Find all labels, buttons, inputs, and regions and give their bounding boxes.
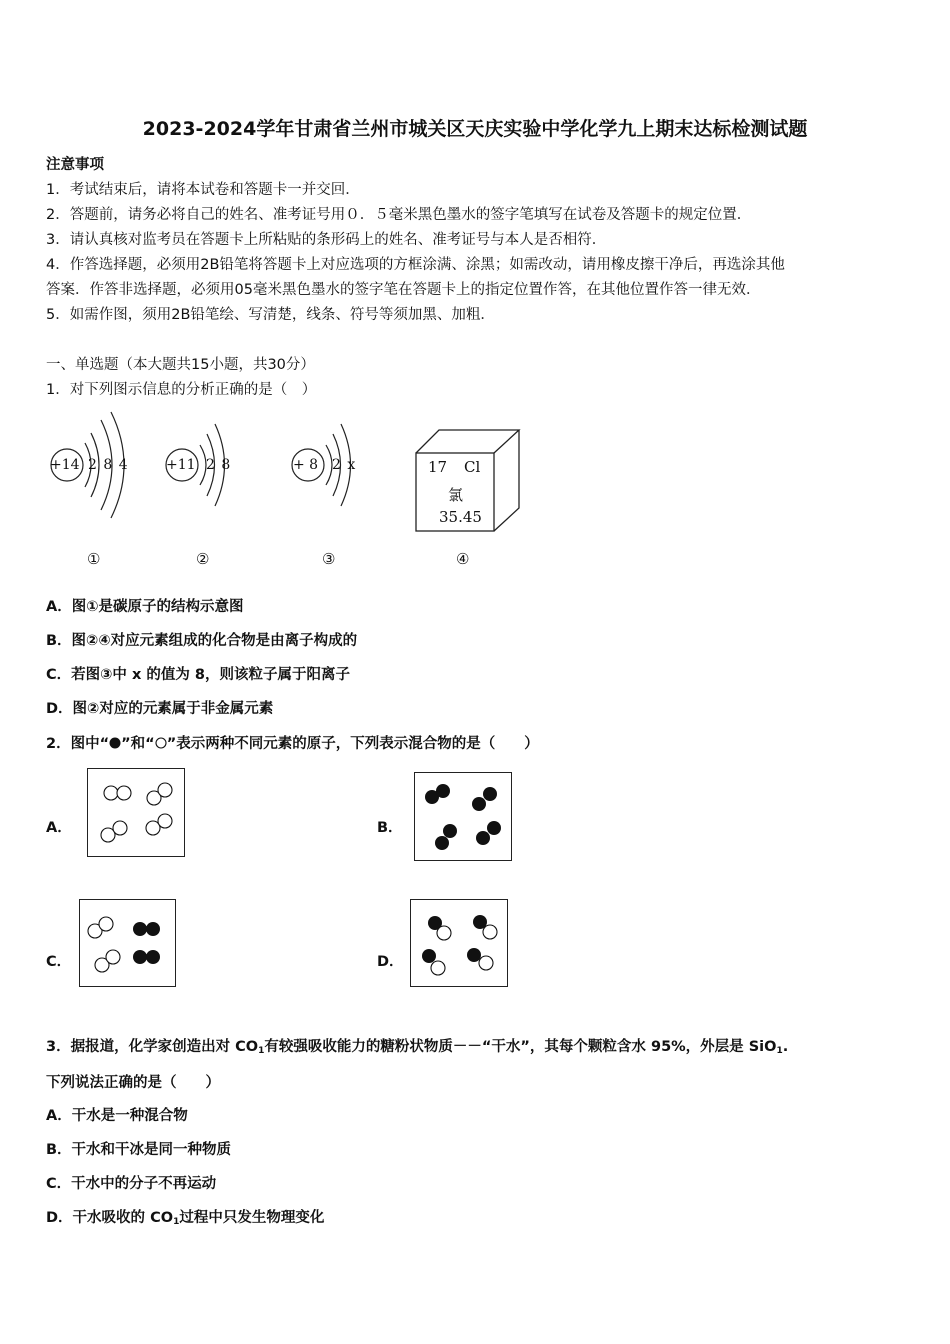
molecules-b [415,773,513,862]
question-1-stem: 1．对下列图示信息的分析正确的是（ ） [46,382,317,398]
q1-option-d: D．图②对应的元素属于非金属元素 [46,701,274,717]
molecules-a [88,769,186,858]
figure-label: ② [196,550,210,568]
q3-option-d [46,1206,324,1227]
q2-option-c-label: C． [46,954,72,970]
q3-option-c: C．干水中的分子不再运动 [46,1176,217,1192]
electron-shells: 2 x [332,457,357,473]
element-name: 氯 [448,486,464,504]
q2-option-a-label: A． [46,820,72,836]
molecule-box-a [87,768,185,857]
atomic-mass: 35.45 [439,508,482,526]
nucleus-charge: +14 [50,457,80,473]
subscript: 1 [776,1046,783,1056]
figure-label: ④ [456,550,470,568]
stem-prefix: 2．图中“ [46,736,110,752]
stem-middle: ”和“ [121,736,155,752]
notice-heading: 注意事项 [46,157,104,173]
question-3-stem-line2: 下列说法正确的是（ ） [46,1075,220,1091]
molecule-box-c [79,899,176,987]
notice-item: 3．请认真核对监考员在答题卡上所粘贴的条形码上的姓名、准考证号与本人是否相符． [46,232,607,248]
stem-suffix: ”表示两种不同元素的原子，下列表示混合物的是（ ） [166,736,539,752]
filled-atom-icon [109,737,121,749]
stem-part: 有较强吸收能力的糖粉状物质－－“干水”，其每个颗粒含水 95%，外层是 SiO [264,1039,777,1055]
q3-option-a: A．干水是一种混合物 [46,1108,188,1124]
nucleus-charge: +11 [166,457,196,473]
stem-part: . [782,1039,789,1055]
notice-item: 4．作答选择题，必须用2B铅笔将答题卡上对应选项的方框涂满、涂黑；如需改动，请用橡皮擦干净后，再选涂其他 [46,257,785,273]
question-3-stem-line1 [46,1035,788,1056]
notice-item: 5．如需作图，须用2B铅笔绘、写清楚，线条、符号等须加黑、加粗． [46,307,495,323]
section-heading: 一、单选题（本大题共15小题，共30分） [46,357,315,373]
figure-label: ③ [322,550,336,568]
molecules-d [411,900,509,988]
subscript: 1 [258,1046,265,1056]
notice-item: 1．考试结束后，请将本试卷和答题卡一并交回． [46,182,360,198]
notice-item: 2．答题前，请务必将自己的姓名、准考证号用０．５毫米黑色墨水的签字笔填写在试卷及答题卡的规定位置． [46,207,752,223]
molecules-c [80,900,177,988]
electron-shells: 2 8 [206,457,232,473]
hollow-atom-icon [155,737,167,749]
molecule-box-b [414,772,512,861]
question-2-stem [46,732,539,753]
q2-option-b-label: B． [377,820,403,836]
q1-option-c: C．若图③中 x 的值为 8，则该粒子属于阳离子 [46,667,351,683]
page-title: 2023-2024学年甘肃省兰州市城关区天庆实验中学化学九上期末达标检测试题 [142,118,808,140]
q2-option-d-label: D． [377,954,404,970]
stem-part: 3．据报道，化学家创造出对 CO [46,1039,259,1055]
electron-shells: 2 8 4 [88,457,129,473]
q1-option-b: B．图②④对应元素组成的化合物是由离子构成的 [46,633,358,649]
option-text: 过程中只发生物理变化 [179,1210,325,1226]
element-symbol: Cl [464,458,481,476]
subscript: 1 [173,1217,180,1227]
atomic-number: 17 [428,458,448,476]
nucleus-charge: + 8 [293,457,319,473]
q1-option-a: A．图①是碳原子的结构示意图 [46,599,244,615]
option-text: D．干水吸收的 CO [46,1210,174,1226]
molecule-box-d [410,899,508,987]
q3-option-b: B．干水和干冰是同一种物质 [46,1142,232,1158]
notice-item: 答案．作答非选择题，必须用05毫米黑色墨水的签字笔在答题卡上的指定位置作答，在其他位置作答一律无效． [46,282,761,298]
figure-label: ① [87,550,101,568]
